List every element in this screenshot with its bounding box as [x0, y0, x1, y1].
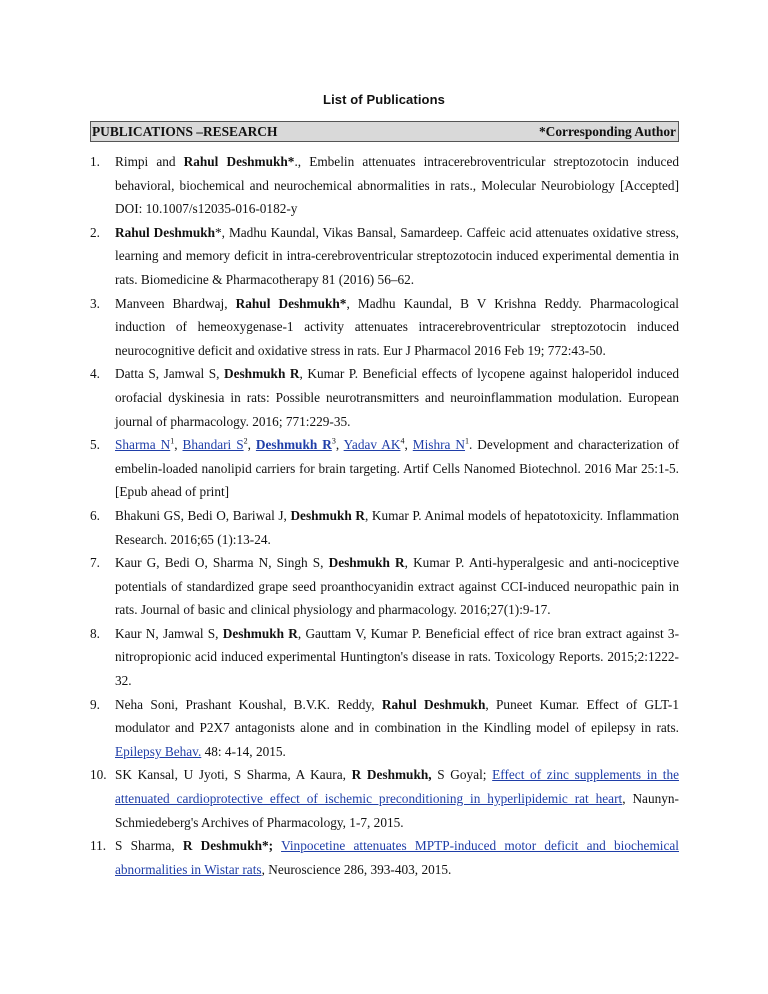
citation-text: , Puneet Kumar. Effect of GLT-1 modulator and P2X7 antagonists alone and in combination in the Kindling model of epilepsy in rats.: [115, 696, 679, 736]
publication-item: [90, 834, 679, 881]
publication-item: [90, 150, 679, 221]
item-number: 5.: [90, 437, 100, 453]
author-link-bhandari[interactable]: Bhandari S: [182, 437, 244, 453]
authors-text: Bhakuni GS, Bedi O, Bariwal J,: [115, 507, 291, 523]
publication-item: [90, 693, 679, 764]
item-number: 1.: [90, 154, 100, 169]
citation-text: 48: 4-14, 2015.: [201, 743, 286, 759]
author-link-yadav[interactable]: Yadav AK: [343, 437, 401, 453]
publication-item: [90, 433, 679, 504]
item-number: 2.: [90, 224, 100, 240]
item-number: 8.: [90, 625, 100, 641]
document-title: List of Publications: [323, 92, 445, 107]
authors-text: Manveen Bhardwaj,: [115, 295, 236, 311]
highlighted-author: Deshmukh R: [224, 366, 300, 382]
citation-text: , Madhu Kaundal, B V Krishna Reddy. Pharmacological induction of hemeoxygenase-1 activity attenuates intracerebroventricular streptozotocin induced neurocognitive deficit and oxidative stress in rats. Eur J Pharmacol 2016 Feb 19; 772:43-50.: [115, 295, 679, 358]
highlighted-author: Deshmukh R: [290, 507, 365, 523]
authors-text: SK Kansal, U Jyoti, S Sharma, A Kaura,: [115, 767, 352, 783]
citation-text: S Goyal;: [431, 767, 493, 783]
citation-text: , Naunyn-Schmiedeberg's Archives of Pharmacology, 1-7, 2015.: [115, 791, 679, 830]
publication-item: [90, 763, 679, 834]
article-title-link[interactable]: Vinpocetine attenuates MPTP-induced motor deficit and biochemical abnormalities in Wistar rats: [115, 838, 679, 877]
citation-text: [273, 838, 281, 853]
item-number: 9.: [90, 696, 100, 712]
item-number: 4.: [90, 366, 100, 382]
author-separator: ,: [335, 437, 344, 453]
citation-text: . Development and characterization of embelin-loaded nanolipid carriers for brain targeting. Artif Cells Nanomed Biotechnol. 2016 Mar 25:1-5. [Epub ahead of print]: [115, 437, 680, 500]
citation-text: , Kumar P. Animal models of hepatotoxicity. Inflammation Research. 2016;65 (1):13-24.: [115, 507, 679, 547]
article-title-link[interactable]: Effect of zinc supplements in the attenuated cardioprotective effect of ischemic preconditioning in hyperlipidemic rat heart: [115, 767, 680, 807]
citation-text: , Neuroscience 286, 393-403, 2015.: [261, 861, 452, 877]
item-number: 7.: [90, 555, 100, 571]
authors-text: Kaur N, Jamwal S,: [115, 625, 223, 641]
author-separator: ,: [174, 437, 183, 453]
citation-text: , Kumar P. Beneficial effects of lycopene against haloperidol induced orofacial dyskinesia in rats: Possible neurotransmitters and neuroinflammation modulation. European journal of pharmacology. 2016; 771:229-35.: [115, 366, 680, 429]
author-separator: ,: [247, 437, 256, 453]
publication-item: [90, 551, 679, 622]
publication-item: [90, 221, 679, 292]
authors-text: S Sharma,: [115, 838, 183, 854]
highlighted-author: Deshmukh R: [222, 625, 298, 641]
citation-text: , Gauttam V, Kumar P. Beneficial effect of rice bran extract against 3-nitropropionic acid induced experimental Huntington's disease in rats. Toxicology Reports. 2015;2:1222-32.: [115, 625, 679, 689]
section-header: [90, 121, 679, 142]
author-separator: ,: [404, 437, 413, 453]
item-number: 3.: [90, 295, 100, 311]
citation-text: *, Madhu Kaundal, Vikas Bansal, Samardeep. Caffeic acid attenuates oxidative stress, learning and memory deficit in intra-cerebroventricular streptozotocin induced experimental dementia in rats. Biomedicine & Pharmacotherapy 81 (2016) 56–62.: [115, 224, 679, 287]
section-title: PUBLICATIONS –RESEARCH: [92, 124, 278, 139]
highlighted-author: Deshmukh R: [328, 555, 405, 571]
journal-link[interactable]: Epilepsy Behav.: [115, 743, 202, 759]
affiliation-mark: 3: [331, 436, 336, 446]
corresponding-author-note: *Corresponding Author: [538, 124, 676, 139]
highlighted-author: Rahul Deshmukh: [115, 224, 216, 240]
highlighted-author: Rahul Deshmukh: [381, 696, 486, 712]
affiliation-mark: 2: [243, 436, 248, 446]
item-number: 11.: [90, 838, 107, 854]
author-link-sharma[interactable]: Sharma N: [115, 437, 171, 453]
publication-item: [90, 362, 679, 433]
publication-item: [90, 504, 679, 551]
publication-item: [90, 622, 679, 693]
affiliation-mark: 1: [170, 436, 175, 446]
authors-text: Datta S, Jamwal S,: [115, 366, 224, 382]
authors-text: Rimpi and: [115, 154, 184, 169]
affiliation-mark: 4: [400, 436, 405, 446]
highlighted-author: R Deshmukh,: [351, 767, 432, 783]
publication-item: [90, 292, 679, 363]
highlighted-author: Deshmukh R: [255, 437, 332, 453]
affiliation-mark: 1: [465, 436, 470, 446]
author-link-deshmukh[interactable]: [256, 437, 332, 452]
highlighted-author: R Deshmukh*;: [182, 838, 274, 854]
highlighted-author: Rahul Deshmukh*: [183, 154, 295, 169]
item-number: 6.: [90, 507, 100, 523]
publication-list: [90, 150, 679, 881]
citation-text: , Kumar P. Anti-hyperalgesic and anti-nociceptive potentials of standardized grape seed proanthocyanidin extract against CCI-induced neuropathic pain in rats. Journal of basic and clinical physiology and pharmacology. 2016;27(1):9-17.: [115, 555, 679, 618]
citation-text: ., Embelin attenuates intracerebroventricular streptozotocin induced behavioral, biochemical and neurochemical abnormalities in rats., Molecular Neurobiology [Accepted] DOI: 10.1007/s12035-016-0182-y: [115, 154, 679, 217]
item-number: 10.: [90, 767, 107, 783]
author-link-mishra[interactable]: Mishra N: [412, 437, 466, 453]
highlighted-author: Rahul Deshmukh*: [235, 295, 347, 311]
authors-text: Neha Soni, Prashant Koushal, B.V.K. Reddy,: [115, 696, 382, 712]
authors-text: Kaur G, Bedi O, Sharma N, Singh S,: [115, 555, 329, 571]
